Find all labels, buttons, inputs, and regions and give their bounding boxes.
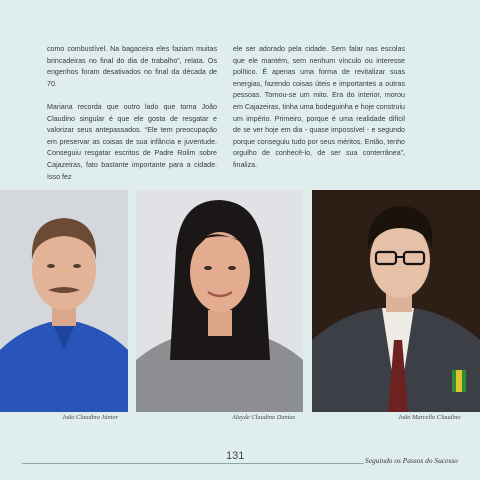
page-number: 131: [226, 450, 245, 462]
portrait-photo-joao-claudino-junior: [0, 190, 128, 412]
running-title: Seguindo os Passos do Sucesso: [365, 456, 458, 465]
portrait-image: [0, 190, 128, 412]
text-column-left: [47, 44, 217, 195]
paragraph: Mariana recorda que outro lado que torna João Claudino singular é que ele gosta de resgatar e valorizar seus antepassados. “Ele tem preocupação em preservar as coisas de sua infância e juventude. Conseguiu resgatar escritos de Padre Rolim sobre Cajazeiras, fato bastante importante para a cidade. Isso fez: [47, 102, 217, 181]
text-column-right: [233, 44, 405, 183]
portrait-image: [312, 190, 480, 412]
portrait-image: [136, 190, 303, 412]
paragraph: ele ser adorado pela cidade. Sem falar nas escolas que ele mantém, sem nenhum vínculo ou interesse político. É apenas uma forma de revitalizar suas energias, fazendo coisas úteis e importantes a outras pessoas. Tornou-se um mito. Era do interior, morou em Cajazeiras, tinha uma bodeguinha e hoje construiu um império. Primeiro, porque é uma realidade difícil de se ver hoje em dia - quase impossível - e segundo porque conseguiu tudo por seus méritos. Então, tenho orgulho de conhecê-lo, de ser sua conterrânea”, finaliza.: [233, 45, 405, 169]
paragraph: como combustível. Na bagaceira eles faziam muitas brincadeiras no final do dia de trabalho”, relata. Os engenhos foram desativados no final da década de 70.: [47, 45, 217, 88]
photo-caption: João Marcello Claudino: [398, 414, 461, 421]
footer-divider: [22, 463, 364, 464]
portrait-photo-joao-marcello-claudino: [312, 190, 480, 412]
portrait-photo-alayde-claudino-dantas: [136, 190, 303, 412]
photo-caption: João Claudino Júnior: [62, 414, 119, 421]
photo-caption: Alayde Claudino Dantas: [232, 414, 296, 421]
